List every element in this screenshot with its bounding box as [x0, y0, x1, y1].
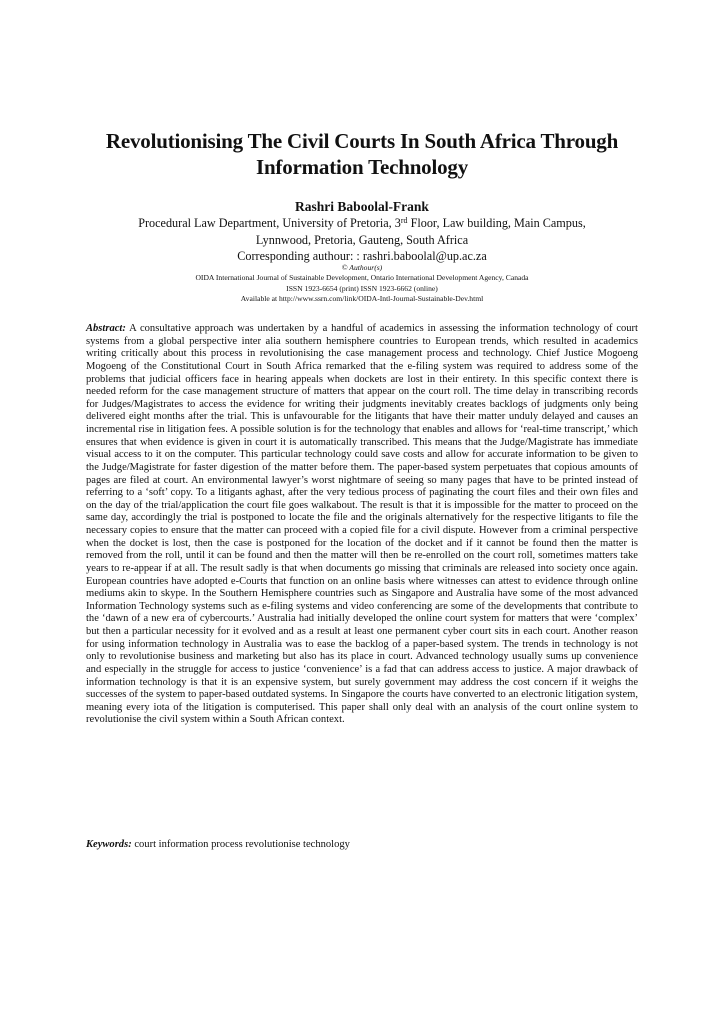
paper-title: [60, 128, 664, 180]
affiliation-text-post: Floor, Law building, Main Campus,: [407, 216, 586, 230]
keywords-line: [86, 838, 638, 851]
affiliation-line-2: Lynnwood, Pretoria, Gauteng, South Africa: [255, 232, 469, 247]
abstract-label: Abstract:: [86, 323, 126, 334]
corresponding-author: Corresponding authour: : rashri.baboolal@up.ac.za: [237, 249, 487, 263]
title-line-2: Information Technology: [255, 155, 469, 179]
availability-link[interactable]: Available at http://www.ssrn.com/link/OIDA-Intl-Journal-Sustainable-Dev.html: [240, 294, 484, 304]
affiliation-line-1: [60, 215, 664, 232]
author-block: [60, 198, 664, 265]
copyright-notice: © Authour(s): [341, 263, 383, 272]
keywords-label: Keywords:: [86, 839, 132, 850]
keywords-text: court information process revolutionise technology: [131, 839, 350, 850]
publication-info: [60, 263, 664, 305]
affiliation-superscript: rd: [400, 216, 408, 225]
author-name: Rashri Baboolal-Frank: [295, 199, 429, 214]
journal-name: OIDA International Journal of Sustainable Development, Ontario International Development Agency, Canada: [195, 273, 529, 283]
title-line-1: Revolutionising The Civil Courts In South Africa Through: [105, 129, 619, 153]
abstract-paragraph: [86, 323, 638, 727]
issn-line: ISSN 1923-6654 (print) ISSN 1923-6662 (online): [286, 283, 438, 293]
affiliation-text-pre: Procedural Law Department, University of Pretoria, 3: [138, 216, 401, 230]
abstract-text: A consultative approach was undertaken by a handful of academics in assessing the information technology of court systems from a global perspective inter alia southern hemisphere countries to European trends, which resulted in academics writing critically about this process in revolutionising the case management process and technology. Chief Justice Mogoeng Mogoeng of the Constitutional Court in South Africa remarked that the e-filing system was required to address some of the problems that judicial officers face in hearing appeals when dockets are lost in their entirety. In this specific context there is needed reform for the case management structure of matters that appear on the court roll. The time delay in transcribing records for Judges/Magistrates to access the evidence for writing their judgments inevitably creates backlogs of judgments only being delivered eight months after the trial. This is unfavourable for the litigants that have their matter unduly delayed and causes an incremental rise in litigation fees. A possible solution is for the technology that enables and allows for ‘real-time transcript,’ which ensures that when evidence is given in court it is automatically transcribed. This means that the Judge/Magistrate has immediate visual access to it on the computer. This particular technology could save costs and allow for accurate information to be given to the Judge/Magistrate for faster digestion of the matter before them. The paper-based system perpetuates that copious amounts of pages are filed at court. An environmental lawyer’s worst nightmare of seeing so many pages that have to be printed instead of referring to a ‘soft’ copy. To a litigants aghast, after the very tedious process of paginating the court files and their own files and on the day of the trial/application the court file goes walkabout. The result is that it is impossible for the matter to proceed on the same day, accordingly the trial is postponed to locate the file and the originals alternatively for the respective litigants to file the necessary copies to ensure that the matter can proceed with a copied file for a civil dispute. However from a criminal perspective when the docket is lost, then the case is postponed for the location of the docket and if it cannot be found then the matter is removed from the roll, until it can be found and then the matter will then be re-enrolled on the court roll, sometimes matters take years to re-appear if at all. The result sadly is that when documents go missing that criminals are released into society once again. European countries have adopted e-Courts that function on an online basis where witnesses can attest to evidence through online mediums akin to skype. In the Southern Hemisphere countries such as Singapore and Australia have some of the most advanced Information Technology systems such as e-filing systems and video conferencing are some of the developments that contribute to the ‘dawn of a new era of cybercourts.’ Australia had initially developed the online court system for matters that were ‘complex’ but then a particular necessity for it evolved and as a result at least one permanent cyber court sits in each court. Another reason for using information technology in Australia was to ease the backlog of a paper-based system. The trends in technology is not only to revolutionise business and marketing but also has its place in court. Advanced technology usually sums up convenience and especially in the struggle for access to justice ‘convenience’ is a fad that can address access to justice. A major drawback of information technology is that it is an expensive system, but surely government may address the cost concern if it weighs the successes of the system to paper-based outdated systems. In Singapore the courts have converted to an electronic litigation system, meaning every iota of the litigation is computerised. This paper shall only deal with an analysis of the court online system to revolutionise the civil system within a South African context.: [86, 323, 638, 726]
